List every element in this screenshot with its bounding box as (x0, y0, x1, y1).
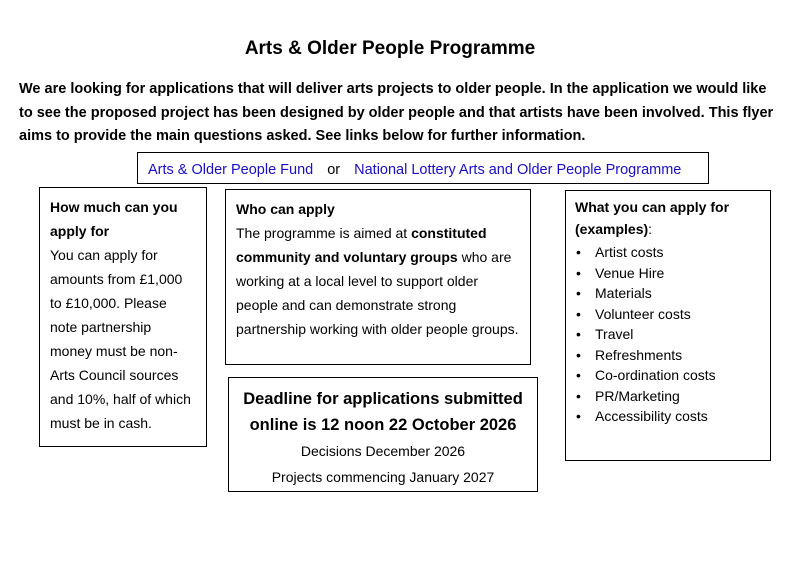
links-box (137, 152, 709, 184)
list-item: • Accessibility costs (595, 406, 761, 427)
deadline-box (228, 377, 538, 492)
list-item: • Refreshments (595, 345, 761, 366)
arts-older-people-fund-link[interactable]: Arts & Older People Fund (148, 162, 314, 178)
list-item: • PR/Marketing (595, 386, 761, 407)
examples-list (575, 242, 761, 427)
how-much-heading: How much can you apply for (50, 199, 178, 239)
what-heading-colon: : (648, 221, 653, 237)
or-separator: or (327, 162, 341, 178)
how-much-body: You can apply for amounts from £1,000 to £10,000. Please note partnership money must be non-Arts Council sources and 10%, half of which must be in cash. (50, 247, 191, 431)
list-item: • Venue Hire (595, 263, 761, 284)
who-can-apply-box (225, 189, 531, 365)
who-can-apply-heading: Who can apply (236, 201, 335, 217)
how-much-box (39, 187, 207, 447)
national-lottery-programme-link[interactable]: National Lottery Arts and Older People Programme (354, 162, 682, 178)
list-item: • Artist costs (595, 242, 761, 263)
intro-paragraph: We are looking for applications that will deliver arts projects to older people. In the application we would like to see the proposed project has been designed by older people and that artists have been involved. This flyer aims to provide the main questions asked. See links below for further information. (19, 81, 774, 144)
who-body-bold: constituted community and voluntary groups (236, 225, 487, 265)
what-can-apply-heading (575, 196, 761, 240)
what-can-apply-box (565, 190, 771, 461)
deadline-text: Deadline for applications submitted online is 12 noon 22 October 2026 (243, 390, 523, 434)
who-body-post: who are working at a local level to support older people and can demonstrate strong partnership working with older people groups. (236, 249, 519, 337)
who-can-apply-body (236, 221, 520, 341)
what-heading-text: What you can apply for (examples) (575, 199, 730, 237)
page-title: Arts & Older People Programme (244, 38, 536, 59)
who-body-pre: The programme is aimed at (236, 225, 412, 241)
list-item: • Travel (595, 324, 761, 345)
decisions-text: Decisions December 2026 (300, 443, 466, 459)
list-item: • Volunteer costs (595, 304, 761, 325)
list-item: • Co-ordination costs (595, 365, 761, 386)
projects-text: Projects commencing January 2027 (271, 469, 495, 485)
list-item: • Materials (595, 283, 761, 304)
